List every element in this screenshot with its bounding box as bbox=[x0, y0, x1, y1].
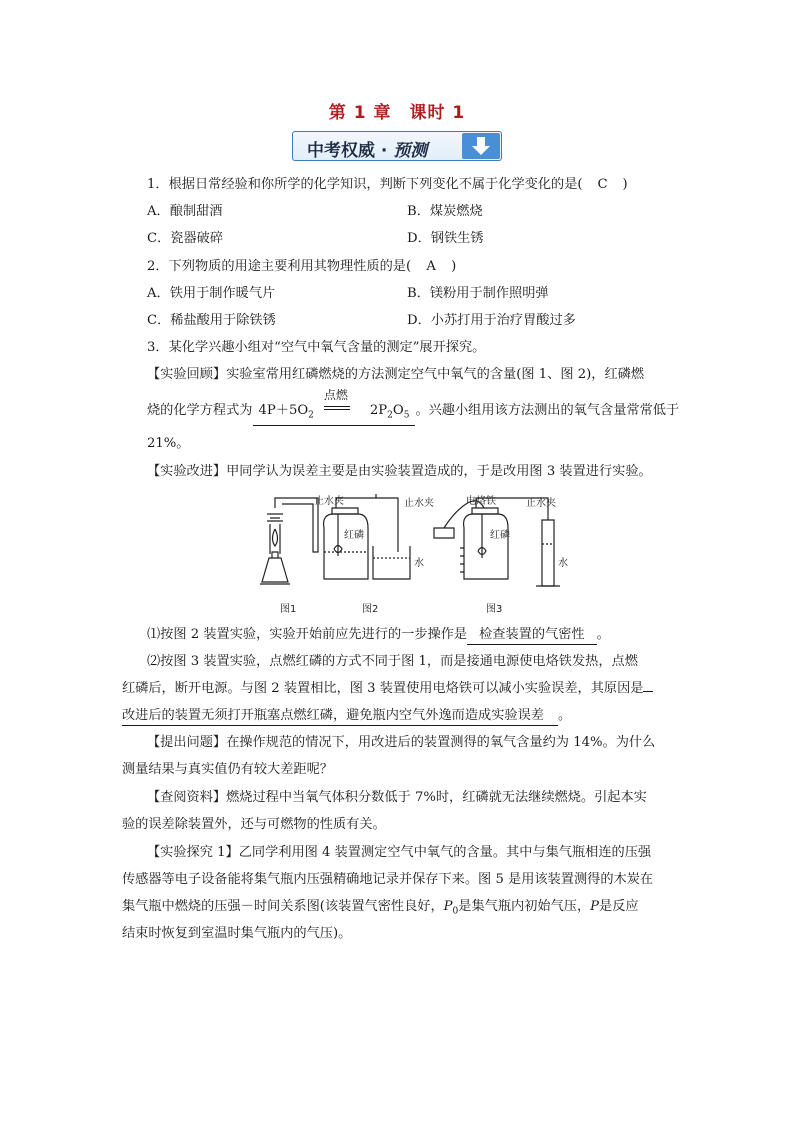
q2-option-c: C．稀盐酸用于除铁锈 bbox=[147, 313, 276, 328]
part2-answer: 改进后的装置无须打开瓶塞点燃红磷，避免瓶内空气外逸而造成实验误差 bbox=[122, 707, 558, 726]
fig3-clamp-label: 止水夹 bbox=[526, 498, 556, 509]
banner-label: 中考权威 · 预测 bbox=[307, 141, 428, 161]
q3-part2-line1: ⑵按图 3 装置实验，点燃红磷的方式不同于图 1，而是接通电源使电烙铁发热，点燃 bbox=[147, 654, 638, 669]
q1-option-b: B．煤炭燃烧 bbox=[407, 204, 483, 219]
down-arrow-icon bbox=[462, 133, 500, 159]
q3-intro: 3．某化学兴趣小组对“空气中氧气含量的测定”展开探究。 bbox=[147, 340, 486, 355]
q2-answer: A bbox=[426, 259, 436, 274]
q1-option-a: A．酿制甜酒 bbox=[147, 204, 223, 219]
q1-answer: C bbox=[597, 177, 608, 192]
q2-stem: 2．下列物质的用途主要利用其物理性质的是( A ) bbox=[147, 259, 457, 274]
part1-answer: 检查装置的气密性 bbox=[467, 626, 597, 645]
equation-answer: $4P+5O_2$ 点燃 $2P_2O_5$ bbox=[253, 402, 416, 426]
q2-option-b: B．镁粉用于制作照明弹 bbox=[407, 286, 549, 301]
section-banner bbox=[292, 131, 502, 161]
apparatus-figure bbox=[258, 494, 598, 616]
q3-question-line1: 【提出问题】在操作规范的情况下，用改进后的装置测得的氧气含量约为 14%。为什么 bbox=[147, 735, 656, 750]
q1-stem: 1．根据日常经验和你所学的化学知识，判断下列变化不属于化学变化的是( C ) bbox=[147, 177, 628, 192]
q3-improve: 【实验改进】甲同学认为误差主要是由实验装置造成的，于是改用图 3 装置进行实验。 bbox=[147, 464, 652, 479]
q3-part2-line3: 改进后的装置无须打开瓶塞点燃红磷，避免瓶内空气外逸而造成实验误差 。 bbox=[122, 707, 571, 726]
q3-part1: ⑴按图 2 装置实验，实验开始前应先进行的一步操作是 检查装置的气密性 。 bbox=[147, 626, 610, 645]
q1-option-c: C．瓷器破碎 bbox=[147, 231, 224, 246]
q1-option-d: D．钢铁生锈 bbox=[407, 231, 484, 246]
q3-part2-line2: 红磷后，断开电源。与图 2 装置相比，图 3 装置使用电烙铁可以减小实验误差，其原因是 bbox=[122, 680, 653, 698]
page-title: 第 1 章 课时 1 bbox=[328, 103, 466, 123]
fig2-caption: 图2 bbox=[362, 604, 379, 615]
q2-option-a: A．铁用于制作暖气片 bbox=[147, 286, 276, 301]
q3-explore-line2: 传感器等电子设备能将集气瓶内压强精确地记录并保存下来。图 5 是用该装置测得的木炭在 bbox=[122, 872, 654, 887]
q3-review-line2: 烧的化学方程式为 $4P+5O_2$ 点燃 $2P_2O_5$ 。兴趣小组用该方法测出的氧气含量常常低于 bbox=[147, 402, 679, 426]
fig3-caption: 图3 bbox=[486, 604, 503, 615]
q2-option-d: D．小苏打用于治疗胃酸过多 bbox=[407, 313, 576, 328]
fig3-iron-label: 电烙铁 bbox=[466, 496, 496, 507]
q3-reference-line2: 验的误差除装置外，还与可燃物的性质有关。 bbox=[122, 817, 386, 832]
fig1-caption: 图1 bbox=[280, 604, 297, 615]
fig2-phosphorus-label: 红磷 bbox=[344, 530, 364, 541]
fig2-clamp-label: 止水夹 bbox=[404, 498, 434, 509]
fig3-phosphorus-label: 红磷 bbox=[490, 530, 510, 541]
q3-explore-line4: 结束时恢复到室温时集气瓶内的气压)。 bbox=[122, 926, 352, 941]
q3-review-line3: 21%。 bbox=[147, 436, 190, 451]
fig3-water-label: 水 bbox=[558, 558, 568, 569]
q3-question-line2: 测量结果与真实值仍有较大差距呢？ bbox=[122, 762, 333, 777]
q3-explore-line3: 集气瓶中燃烧的压强－时间关系图(该装置气密性良好，$P_0$是集气瓶内初始气压，P是反应 bbox=[122, 899, 639, 917]
q3-reference-line1: 【查阅资料】燃烧过程中当氧气体积分数低于 7%时，红磷就无法继续燃烧。引起本实 bbox=[147, 790, 647, 805]
q3-review-line1: 【实验回顾】实验室常用红磷燃烧的方法测定空气中氧气的含量(图 1、图 2)，红磷燃 bbox=[147, 367, 645, 382]
q3-explore-line1: 【实验探究 1】乙同学利用图 4 装置测定空气中氧气的含量。其中与集气瓶相连的压强 bbox=[147, 845, 652, 860]
fig1-clamp-label: 止水夹 bbox=[314, 496, 344, 507]
fig2-water-label: 水 bbox=[414, 558, 424, 569]
